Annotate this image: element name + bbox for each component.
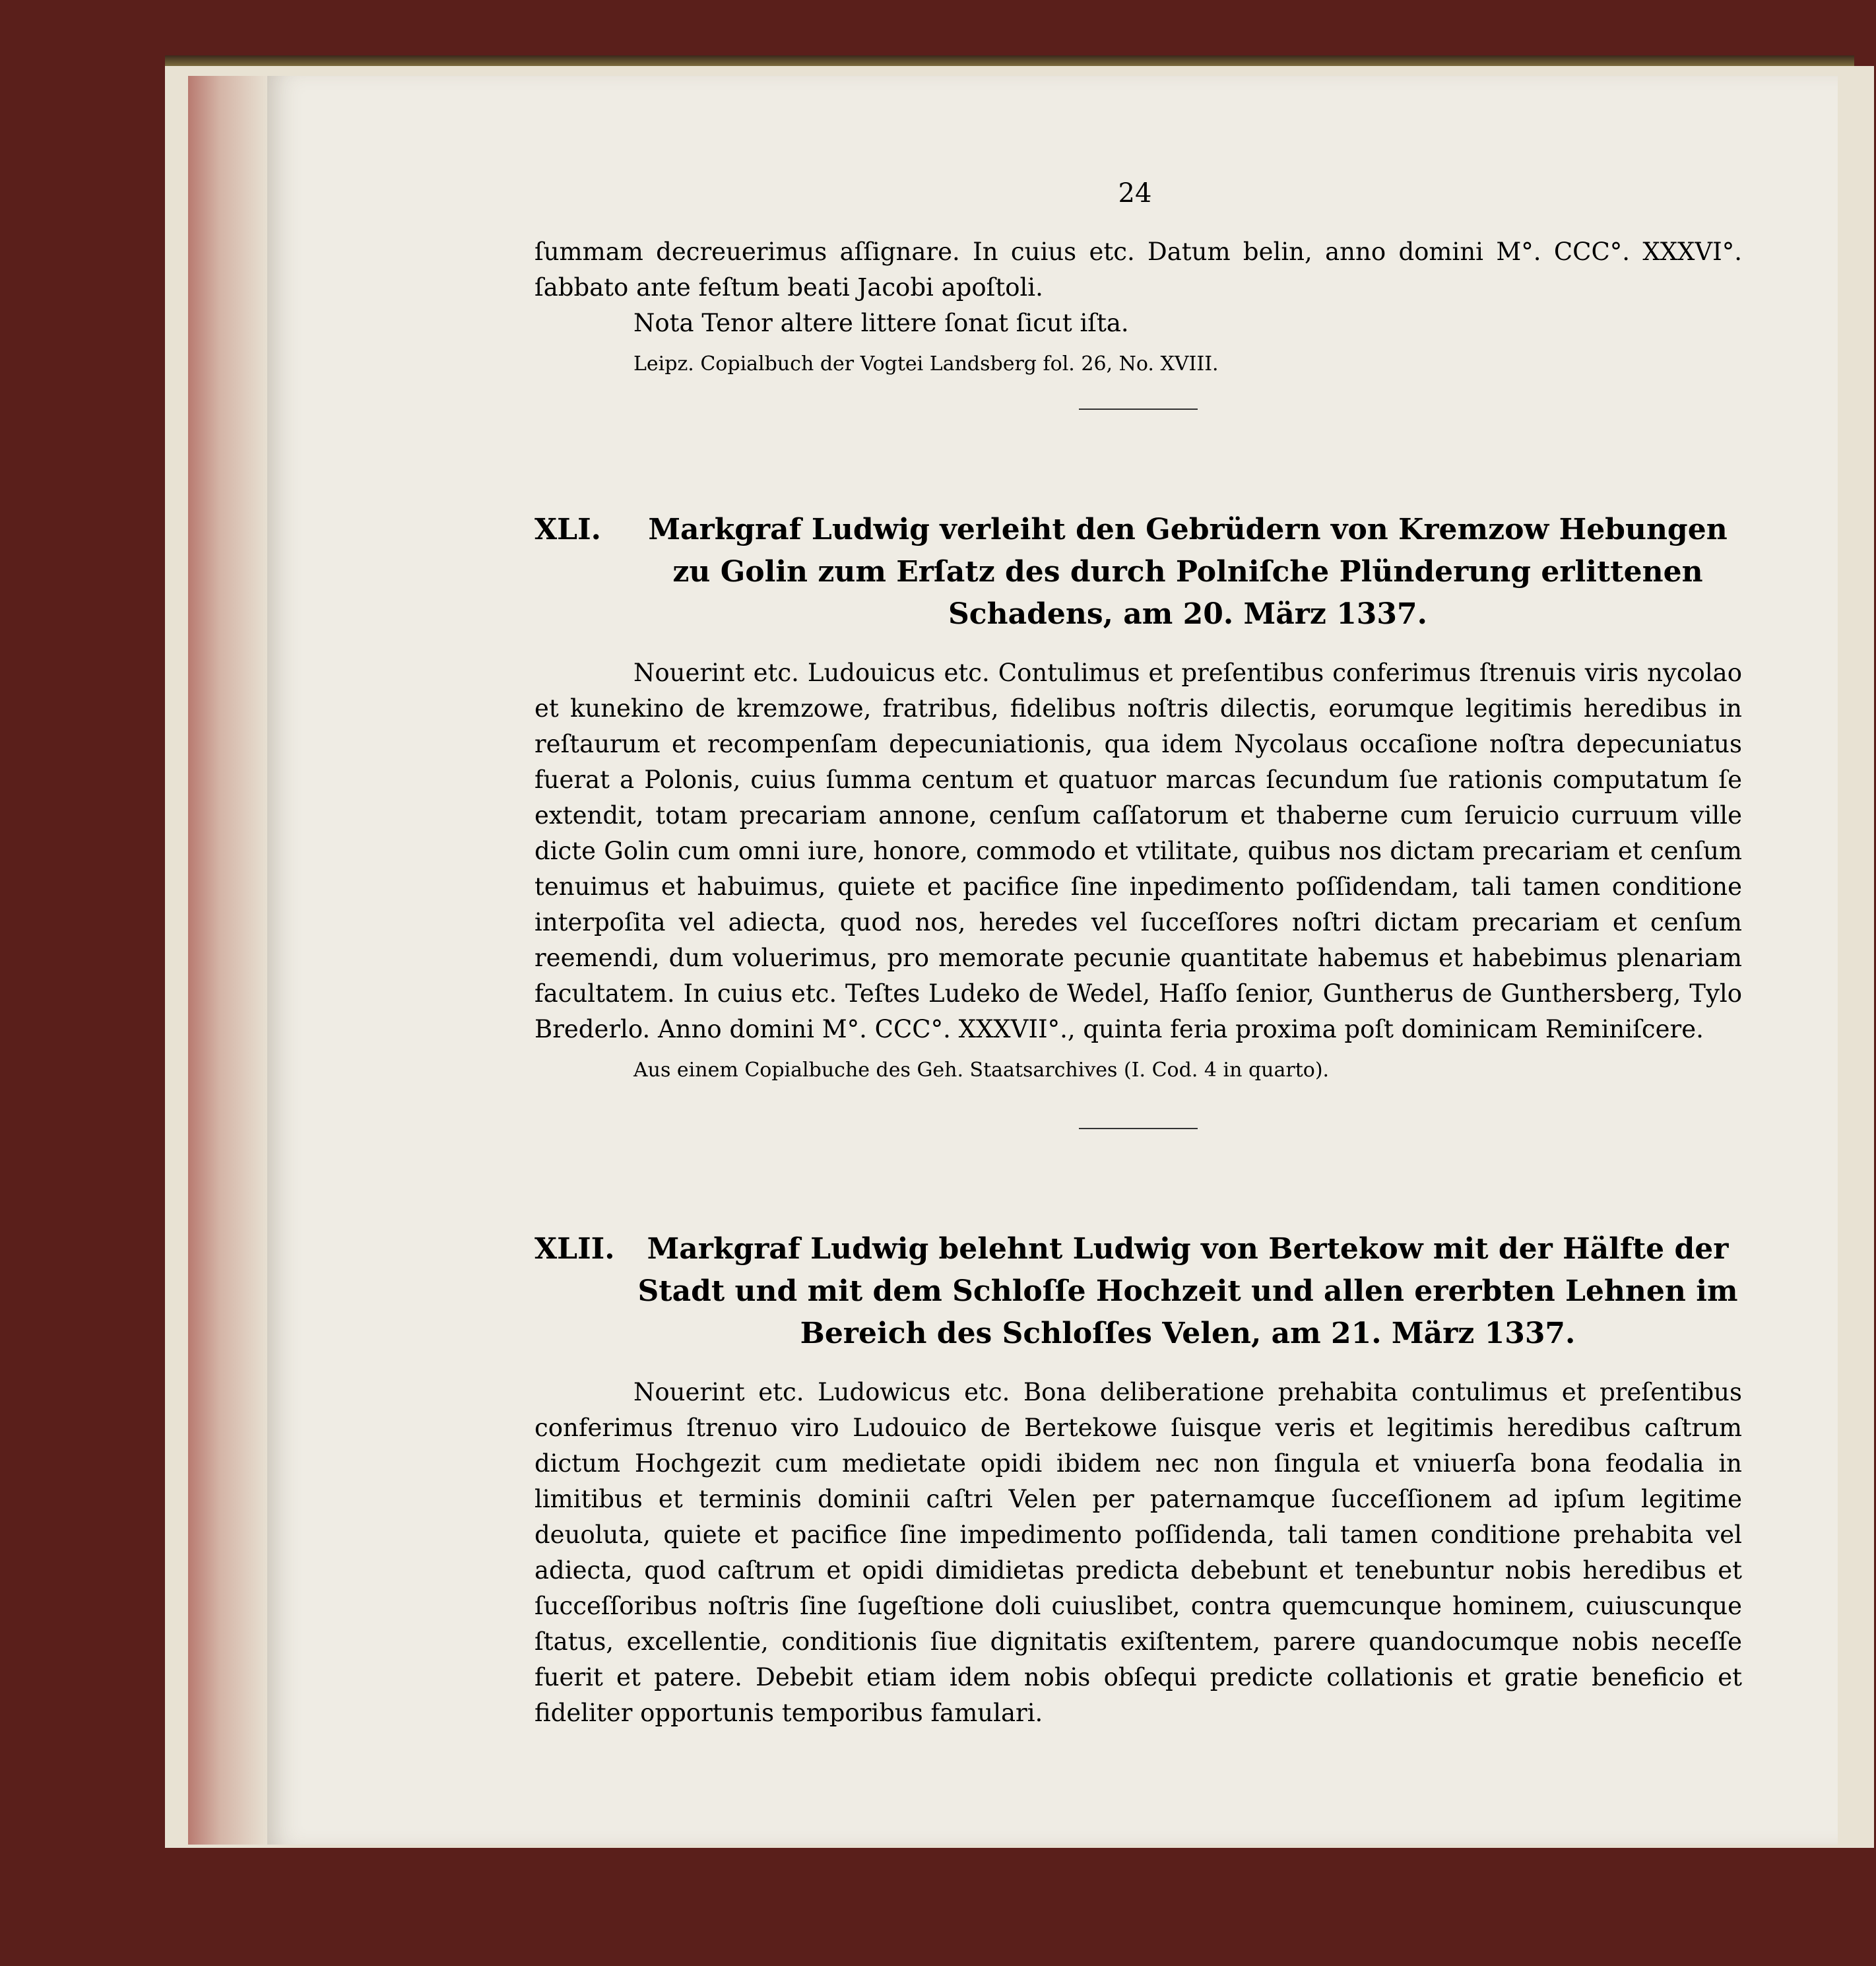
document-text-41: Nouerint etc. Ludouicus etc. Contulimus et preſentibus conferimus ſtrenuis viris nycolao et kunekino de kremzowe, fratribus, fidelibus noſtris dilectis, eorumque legitimis heredibus in reſtaurum et recompenſam depecuniationis, qua idem Nycolaus occaſione noſtra depecuniatus fuerat a Polonis, cuius ſumma centum et quatuor marcas ſecundum ſue rationis computatum ſe extendit, totam precariam annone, cenſum caſſatorum et thaberne cum ſeruicio curruum ville dicte Golin cum omni iure, honore, commodo et vtilitate, quibus nos dictam precariam et cenſum tenuimus et habuimus, quiete et pacifice ſine inpedimento poſſidendam, tali tamen conditione interpoſita vel adiecta, quod nos, heredes vel ſucceſſores noſtri dictam precariam et cenſum reemendi, dum voluerimus, pro memorate pecunie quantitate habemus et habebimus plenariam facultatem. In cuius etc. Teſtes Ludeko de Wedel, Haſſo ſenior, Guntherus de Gunthersberg, Tylo Brederlo. Anno domini M°. CCC°. XXXVII°., quinta feria proxima poſt dominicam Reminiſcere. xyxy=(534,659,1742,1043)
section-divider xyxy=(1079,1128,1198,1129)
document-source-41: Aus einem Copialbuche des Geh. Staatsarchives (I. Cod. 4 in quarto). xyxy=(633,1059,1330,1082)
carryover-source: Leipz. Copialbuch der Vogtei Landsberg fol. 26, No. XVIII. xyxy=(633,352,1219,376)
page-content xyxy=(534,234,1742,1731)
nota-line: Nota Tenor altere littere ſonat ſicut iſta. xyxy=(633,309,1129,337)
document-text-42: Nouerint etc. Ludowicus etc. Bona deliberatione prehabita contulimus et preſentibus conferimus ſtrenuo viro Ludouico de Bertekowe ſuisque veris et legitimis heredibus caſtrum dictum Hochgezit cum medietate opidi ibidem nec non ſingula et vniuerſa bona feodalia in limitibus et terminis dominii caſtri Velen per paternamque ſucceſſionem ad ipſum legitime deuoluta, quiete et pacifice ſine impedimento poſſidenda, tali tamen conditione prehabita vel adiecta, quod caſtrum et opidi dimidietas predicta debebunt et tenebuntur nobis heredibus et ſucceſſoribus noſtris ſine ſugeſtione doli cuiuslibet, contra quemcunque hominem, cuiuscunque ſtatus, excellentie, conditionis ſiue dignitatis exiſtentem, parere quandocumque nobis neceſſe fuerit et patere. Debebit etiam idem nobis obſequi predicte collationis et gratie beneficio et fideliter opportunis temporibus famulari. xyxy=(534,1378,1742,1727)
page-number: 24 xyxy=(1118,178,1152,209)
book-page-edges xyxy=(188,76,267,1845)
carryover-text: ſummam decreuerimus aſſignare. In cuius etc. Datum belin, anno domini M°. CCC°. XXXVI°. ſabbato ante feſtum beati Jacobi apoſtoli. xyxy=(534,238,1742,302)
document-title-42: Markgraf Ludwig belehnt Ludwig von Bertekow mit der Hälfte der Stadt und mit dem Schloſſe Hochzeit und allen ererbten Lehnen im Bereich des Schloſſes Velen, am 21. März 1337. xyxy=(637,1232,1738,1350)
document-title-41: Markgraf Ludwig verleiht den Gebrüdern von Kremzow Hebungen zu Golin zum Erſatz des durch Polniſche Plünderung erlittenen Schadens, am 20. März 1337. xyxy=(648,513,1728,631)
section-divider xyxy=(1079,409,1198,410)
document-heading-41 xyxy=(534,509,1742,636)
document-number-41: XLI. xyxy=(534,513,601,546)
document-number-42: XLII. xyxy=(534,1232,615,1266)
document-heading-42 xyxy=(534,1228,1742,1355)
